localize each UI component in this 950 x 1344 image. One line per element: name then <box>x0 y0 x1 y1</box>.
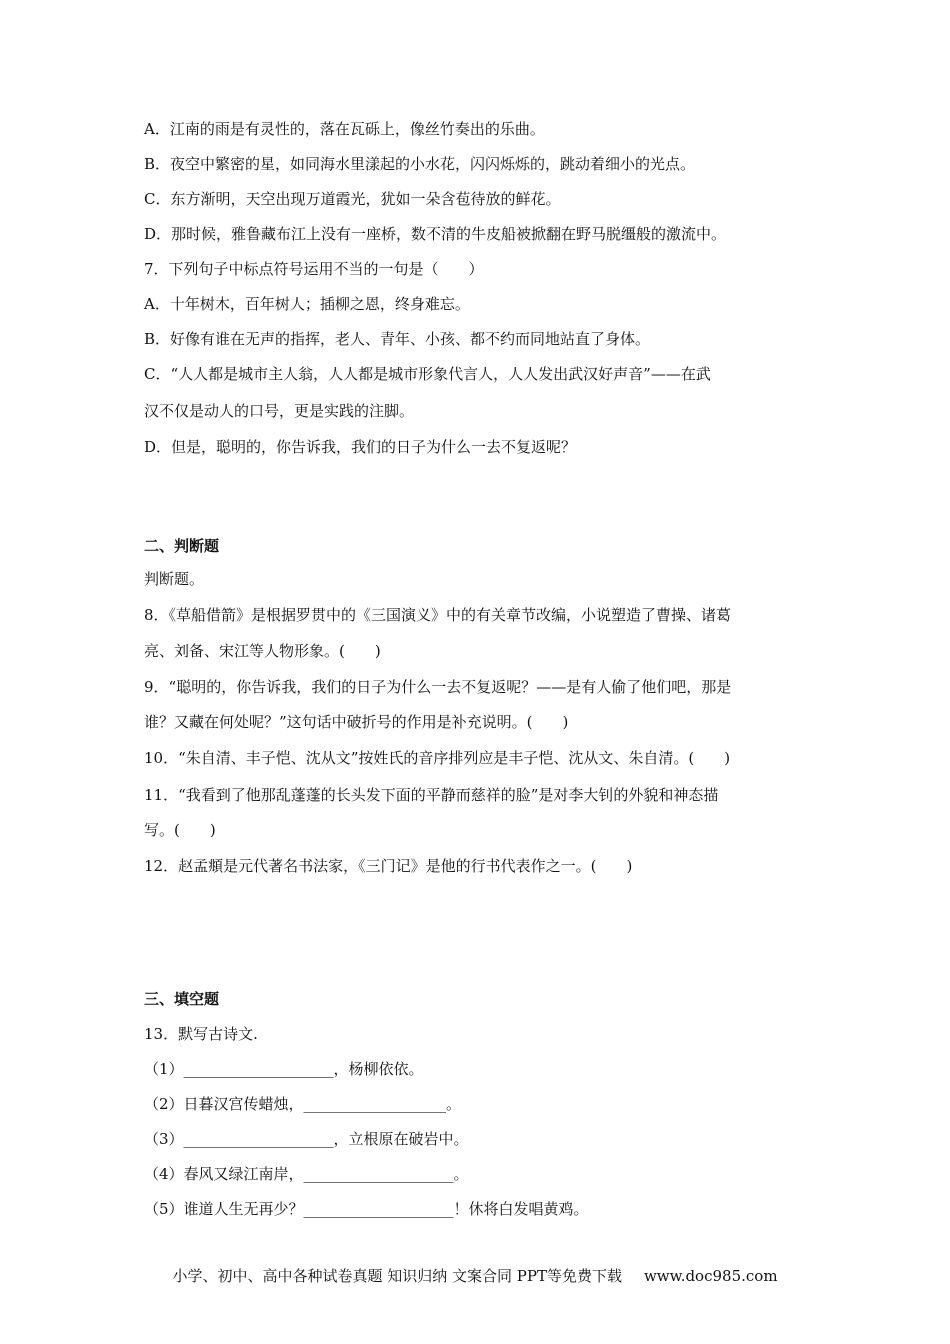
q13-blank-5: （5）谁道人生无再少？____________________！休将白发唱黄鸡。 <box>144 1200 589 1218</box>
q11-line1: 11．“我看到了他那乱蓬蓬的长头发下面的平静而慈祥的脸”是对李大钊的外貌和神态描 <box>144 786 719 804</box>
q13-blank-4: （4）春风又绿江南岸，____________________。 <box>144 1165 469 1183</box>
section2-intro: 判断题。 <box>144 570 205 588</box>
q7-option-c-line2: 汉不仅是动人的口号，更是实践的注脚。 <box>144 402 415 420</box>
q7-option-c-line1: C．“人人都是城市主人翁，人人都是城市形象代言人，人人发出武汉好声音”——在武 <box>144 365 711 383</box>
q13-blank-3: （3）____________________，立根原在破岩中。 <box>144 1130 469 1148</box>
q8-line2: 亮、刘备、宋江等人物形象。( ) <box>144 642 381 660</box>
q9-line1: 9．“聪明的，你告诉我，我们的日子为什么一去不复返呢？——是有人偷了他们吧，那是 <box>144 678 732 696</box>
q10: 10．“朱自清、丰子恺、沈从文”按姓氏的音序排列应是丰子恺、沈从文、朱自清。( ) <box>144 749 731 767</box>
q13-stem: 13．默写古诗文. <box>144 1025 258 1043</box>
q7-option-a: A．十年树木，百年树人；插柳之恩，终身难忘。 <box>144 295 470 313</box>
q7-option-d: D．但是，聪明的，你告诉我，我们的日子为什么一去不复返呢？ <box>144 438 577 456</box>
q6-option-d: D．那时候，雅鲁藏布江上没有一座桥，数不清的牛皮船被掀翻在野马脱缰般的激流中。 <box>144 225 727 243</box>
q13-blank-2: （2）日暮汉宫传蜡烛，___________________。 <box>144 1095 462 1113</box>
section2-heading: 二、判断题 <box>144 537 220 555</box>
q12: 12．赵孟頫是元代著名书法家，《三门记》是他的行书代表作之一。( ) <box>144 857 633 875</box>
q7-stem: 7．下列句子中标点符号运用不当的一句是（ ） <box>144 260 484 278</box>
section3-heading: 三、填空题 <box>144 990 220 1008</box>
q11-line2: 写。( ) <box>144 821 216 839</box>
q6-option-a: A．江南的雨是有灵性的，落在瓦砾上，像丝竹奏出的乐曲。 <box>144 120 545 138</box>
q13-blank-1: （1）____________________，杨柳依依。 <box>144 1060 424 1078</box>
q7-option-b: B．好像有谁在无声的指挥，老人、青年、小孩、都不约而同地站直了身体。 <box>144 330 651 348</box>
footer-text: 小学、初中、高中各种试卷真题 知识归纳 文案合同 PPT等免费下载 <box>172 1267 622 1285</box>
q9-line2: 谁？又藏在何处呢？”这句话中破折号的作用是补充说明。( ) <box>144 713 569 731</box>
q8-line1: 8．《草船借箭》是根据罗贯中的《三国演义》中的有关章节改编，小说塑造了曹操、诸葛 <box>144 606 732 624</box>
q6-option-c: C．东方渐明，天空出现万道霞光，犹如一朵含苞待放的鲜花。 <box>144 190 561 208</box>
page-footer <box>0 1266 950 1286</box>
footer-site-link[interactable]: www.doc985.com <box>643 1267 778 1285</box>
q6-option-b: B．夜空中繁密的星，如同海水里漾起的小水花，闪闪烁烁的，跳动着细小的光点。 <box>144 155 696 173</box>
